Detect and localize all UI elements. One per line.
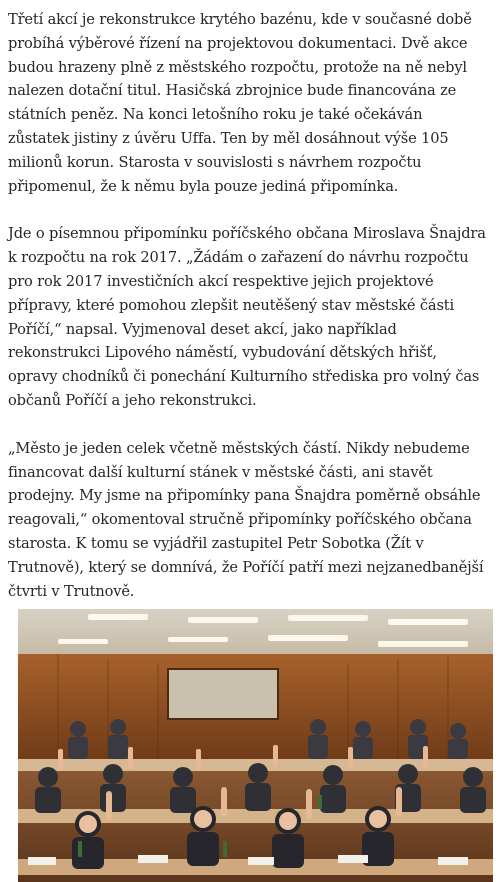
- article-paragraph-1: Třetí akcí je rekonstrukce krytého bazénu, kde v současné době probíhá výběrové řízení na projektovou dokumentaci. Dvě akce budou hrazeny plně z městského rozpočtu, protože na ně nebyl nalezen dotační titul. Hasičská zbrojnice bude financována ze státních peněz. Na konci letošního roku je také očekáván zůstatek jistiny z úvěru Uffa. Ten by měl dosáhnout výše 105 milionů korun. Starosta v souvislosti s návrhem rozpočtu připomenul, že k němu byla pouze jediná připomínka.: [8, 11, 472, 195]
- council-meeting-photo: [18, 609, 493, 882]
- council-meeting-illustration: [18, 609, 493, 882]
- article-paragraph-2: Jde o písemnou připomínku poříčského občana Miroslava Šnajdra k rozpočtu na rok 2017. „Žádám o zařazení do návrhu rozpočtu pro rok 2017 investičních akcí respektive jejich projektové přípravy, které pomohou zlepšit neutěšený stav městské části Poříčí,“ napsal. Vyjmenoval deset akcí, jako například rekonstrukci Lipového náměstí, vybudování dětských hřišť, opravy chodníků či ponechání Kulturního střediska pro volný čas občanů Poříčí a jeho rekonstrukci.: [8, 225, 486, 409]
- article-paragraph-3: „Město je jeden celek včetně městských částí. Nikdy nebudeme financovat další kulturní stánek v městské části, ani stavět prodejny. My jsme na připomínky pana Šnajdra poměrně obsáhle reagovali,“ okomentoval stručně připomínky poříčského občana starosta. K tomu se vyjádřil zastupitel Petr Sobotka (Žít v Trutnově), který se domnívá, že Poříčí patří mezi nejzanedbanější čtvrti v Trutnově.: [8, 439, 484, 600]
